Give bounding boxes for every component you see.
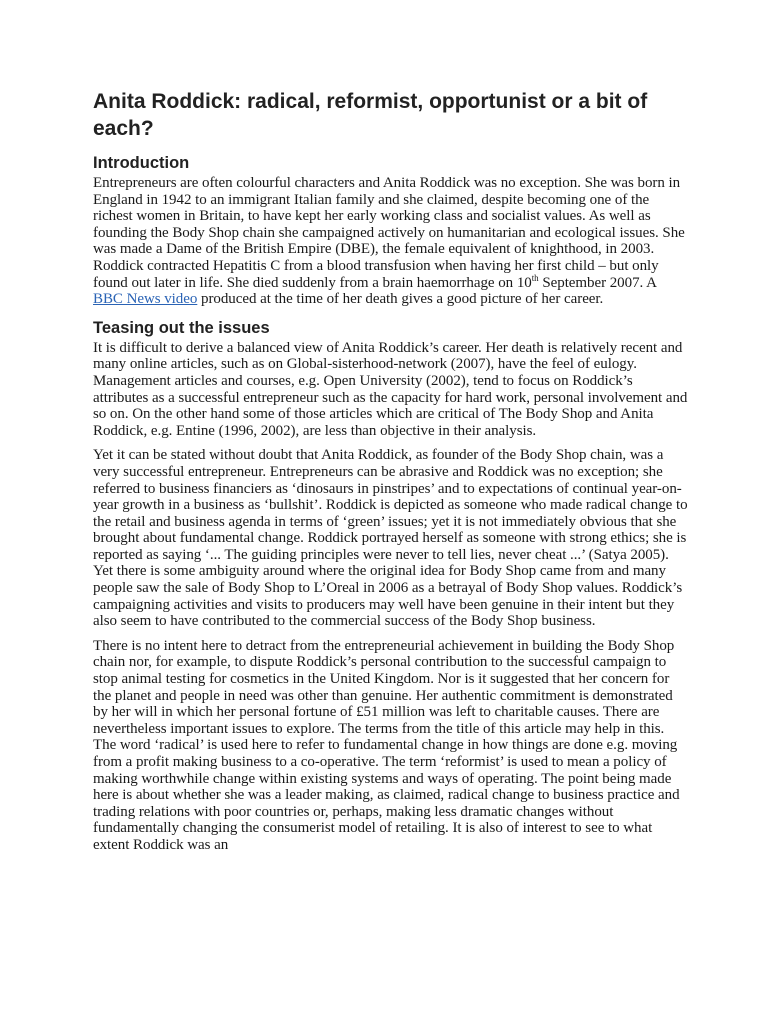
teasing-paragraph-3: There is no intent here to detract from the entrepreneurial achievement in building the Body Shop chain nor, for example, to dispute Roddick’s personal contribution to the successful campaign to stop animal testing for cosmetics in the United Kingdom. Nor is it suggested that her concern for the planet and people in need was other than genuine. Her authentic commitment is demonstrated by her will in which her personal fortune of £51 million was left to charitable causes. There are nevertheless important issues to explore. The terms from the title of this article may help in this. The word ‘radical’ is used here to refer to fundamental change in how things are done e.g. moving from a profit making business to a co-operative. The term ‘reformist’ is used to mean a policy of making worthwhile change within existing systems and ways of operating. The point being made here is about whether she was a leader making, as claimed, radical change to business practice and trading relations with poor countries or, perhaps, making less dramatic changes without fundamentally changing the consumerist model of retailing. It is also of interest to see to what extent Roddick was an <box>93 637 680 853</box>
introduction-text-part2: September 2007. A <box>538 274 657 291</box>
bbc-news-video-link[interactable]: BBC News video <box>93 291 198 308</box>
introduction-paragraph <box>93 175 688 308</box>
teasing-paragraph-2: Yet it can be stated without doubt that Anita Roddick, as founder of the Body Shop chain, was a very successful entrepreneur. Entrepreneurs can be abrasive and Roddick was no exception; she referred to business financiers as ‘dinosaurs in pinstripes’ and to expectations of continual year-on-year growth in a business as ‘bullshit’. Roddick is depicted as someone who made radical change to the retail and business agenda in terms of ‘green’ issues; yet it is not immediately obvious that she brought about fundamental change. Roddick portrayed herself as someone with strong ethics; she is reported as saying ‘... The guiding principles were never to tell lies, never cheat ...’ (Satya 2005). Yet there is some ambiguity around where the original idea for Body Shop came from and many people saw the sale of Body Shop to L’Oreal in 2006 as a betrayal of Body Shop values. Roddick’s campaigning activities and visits to producers may well have been genuine in their intent but they also seem to have contributed to the commercial success of the Body Shop business. <box>93 447 688 630</box>
introduction-text-part3: produced at the time of her death gives a good picture of her career. <box>197 291 604 308</box>
date-superscript: th <box>531 272 539 283</box>
teasing-paragraph-1: It is difficult to derive a balanced view of Anita Roddick’s career. Her death is relatively recent and many online articles, such as on Global-sisterhood-network (2007), have the feel of eulogy. Management articles and courses, e.g. Open University (2002), tend to focus on Roddick’s attributes as a successful entrepreneur such as the capacity for hard work, personal involvement and so on. On the other hand some of those articles which are critical of The Body Shop and Anita Roddick, e.g. Entine (1996, 2002), are less than objective in their analysis. <box>93 339 688 439</box>
section-heading-introduction: Introduction <box>93 154 190 172</box>
section-heading-teasing-out-the-issues: Teasing out the issues <box>93 318 270 337</box>
introduction-text-part1: Entrepreneurs are often colourful characters and Anita Roddick was no exception. She was born in England in 1942 to an immigrant Italian family and she claimed, despite becoming one of the richest women in Britain, to have kept her early working class and socialist values. As well as founding the Body Shop chain she campaigned actively on humanitarian and ecological issues. She was made a Dame of the British Empire (DBE), the female equivalent of knighthood, in 2003. Roddick contracted Hepatitis C from a blood transfusion when having her first child – but only found out later in life. She died suddenly from a brain haemorrhage on 10 <box>93 175 685 291</box>
article-title: Anita Roddick: radical, reformist, opportunist or a bit of each? <box>93 90 648 140</box>
